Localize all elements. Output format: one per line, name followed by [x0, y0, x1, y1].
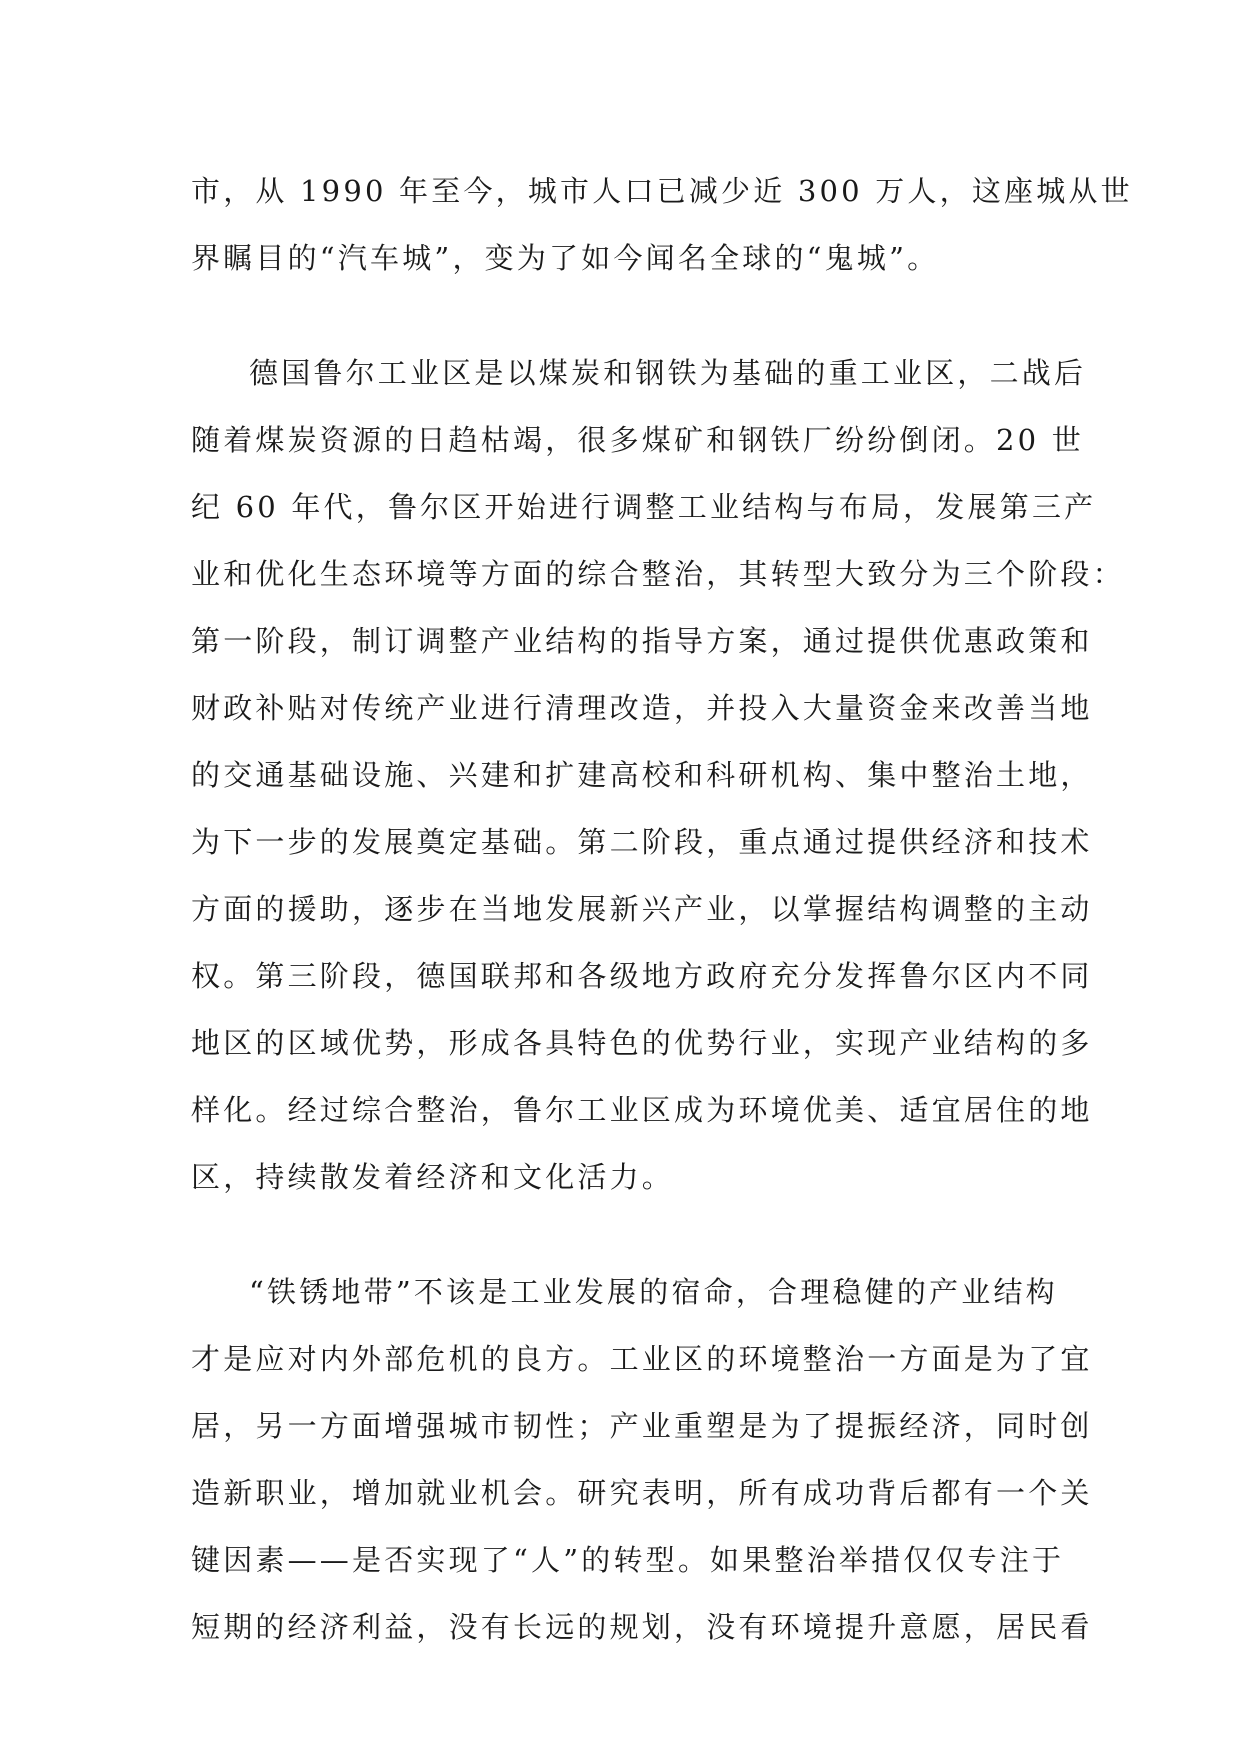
- text-line: “铁锈地带”不该是工业发展的宿命，合理稳健的产业结构: [249, 1275, 1058, 1309]
- text-line: 地区的区域优势，形成各具特色的优势行业，实现产业结构的多: [191, 1026, 1093, 1060]
- paragraph-p1: [191, 158, 1133, 292]
- text-line: 的交通基础设施、兴建和扩建高校和科研机构、集中整治土地，: [191, 758, 1093, 792]
- text-line: 造新职业，增加就业机会。研究表明，所有成功背后都有一个关: [191, 1476, 1093, 1510]
- paragraph-p3: [191, 1259, 1093, 1661]
- text-line: 市，从 1990 年至今，城市人口已减少近 300 万人，这座城从世: [191, 174, 1133, 208]
- text-line: 纪 60 年代，鲁尔区开始进行调整工业结构与布局，发展第三产: [191, 490, 1097, 524]
- text-line: 区，持续散发着经济和文化活力。: [191, 1160, 675, 1194]
- text-line: 权。第三阶段，德国联邦和各级地方政府充分发挥鲁尔区内不同: [191, 959, 1093, 993]
- text-line: 样化。经过综合整治，鲁尔工业区成为环境优美、适宜居住的地: [191, 1093, 1093, 1127]
- text-line: 才是应对内外部危机的良方。工业区的环境整治一方面是为了宜: [191, 1342, 1093, 1376]
- text-line: 方面的援助，逐步在当地发展新兴产业，以掌握结构调整的主动: [191, 892, 1093, 926]
- body-text: [191, 158, 1133, 1661]
- text-line: 第一阶段，制订调整产业结构的指导方案，通过提供优惠政策和: [191, 624, 1093, 658]
- paragraph-gap: [191, 292, 1050, 340]
- text-line: 随着煤炭资源的日趋枯竭，很多煤矿和钢铁厂纷纷倒闭。20 世: [191, 423, 1084, 457]
- paragraph-p2: [191, 340, 1125, 1211]
- text-line: 短期的经济利益，没有长远的规划，没有环境提升意愿，居民看: [191, 1610, 1093, 1644]
- text-line: 业和优化生态环境等方面的综合整治，其转型大致分为三个阶段：: [191, 557, 1125, 591]
- text-line: 键因素——是否实现了“人”的转型。如果整治举措仅仅专注于: [191, 1543, 1065, 1577]
- text-line: 德国鲁尔工业区是以煤炭和钢铁为基础的重工业区，二战后: [249, 356, 1087, 390]
- text-line: 为下一步的发展奠定基础。第二阶段，重点通过提供经济和技术: [191, 825, 1093, 859]
- paragraph-gap: [191, 1211, 1050, 1259]
- text-line: 界瞩目的“汽车城”，变为了如今闻名全球的“鬼城”。: [191, 241, 940, 275]
- text-line: 居，另一方面增强城市韧性；产业重塑是为了提振经济，同时创: [191, 1409, 1093, 1443]
- text-line: 财政补贴对传统产业进行清理改造，并投入大量资金来改善当地: [191, 691, 1093, 725]
